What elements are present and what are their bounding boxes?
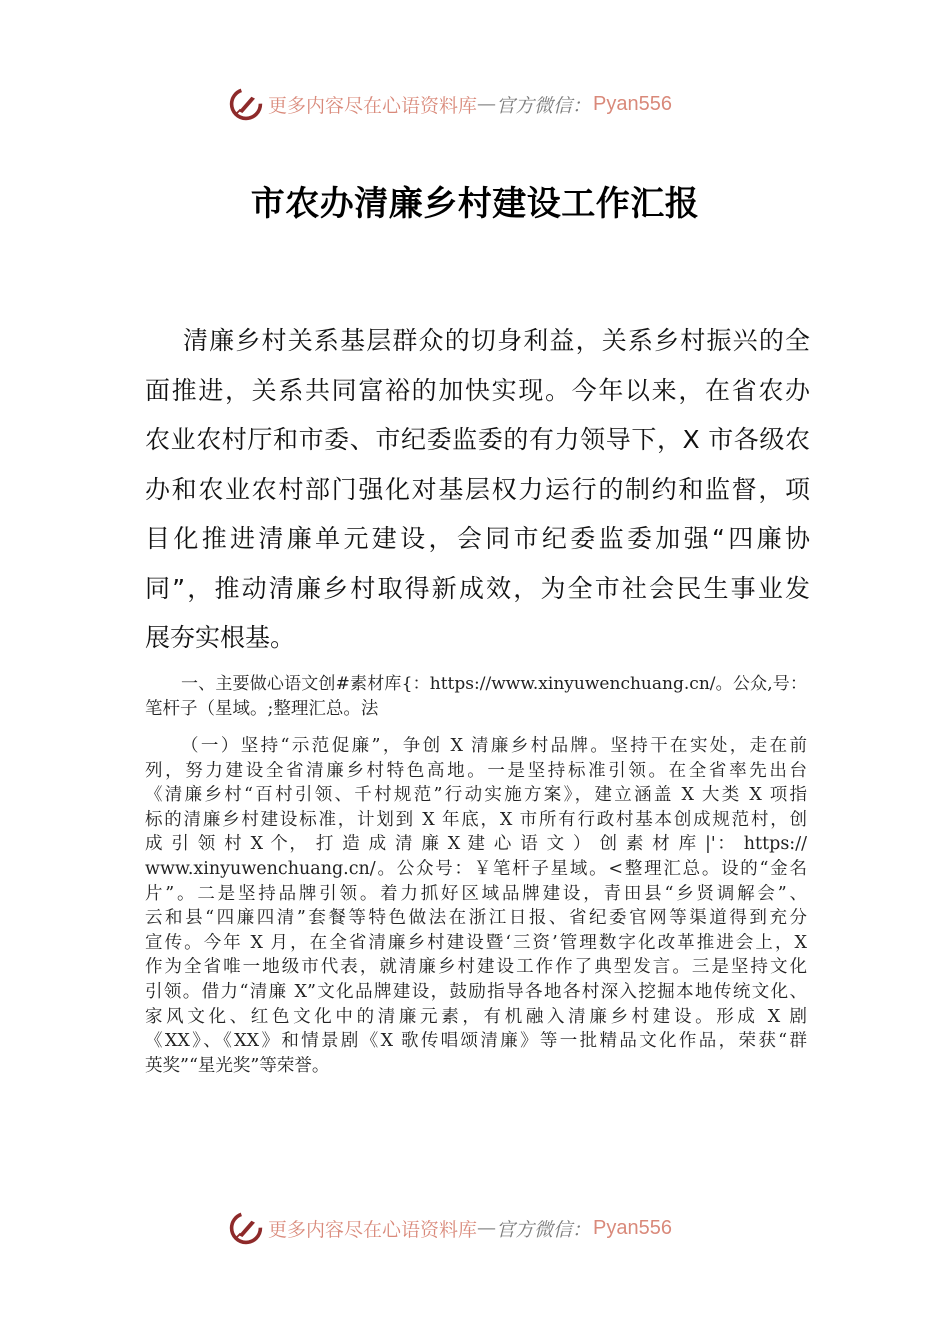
section-body-paragraph xyxy=(145,734,807,1078)
intro-paragraph xyxy=(145,316,810,663)
body-line: 片”。二是坚持品牌引领。着力抓好区域品牌建设，青田县“乡贤调解会”、 xyxy=(145,883,807,904)
banner-site-text: 更多内容尽在心语资料库 xyxy=(268,1218,478,1241)
intro-line: 同”，推动清廉乡村取得新成效，为全市社会民生事业发 xyxy=(145,573,810,603)
body-line: 引领。借力“清廉 X”文化品牌建设，鼓励指导各地各村深入挖掘本地传统文化、 xyxy=(145,981,807,1002)
banner-wechat-label: 官方微信： xyxy=(496,94,592,117)
intro-line: 面推进，关系共同富裕的加快实现。今年以来，在省农办 xyxy=(145,375,810,405)
body-line: 《清廉乡村“百村引领、千村规范”行动实施方案》，建立涵盖 X 大类 X 项指 xyxy=(145,785,807,806)
intro-line: 农业农村厅和市委、市纪委监委的有力领导下，X 市各级农 xyxy=(145,425,810,454)
section-line: 笔杆子（星域。;整理汇总。法 xyxy=(145,698,379,719)
section-heading-paragraph xyxy=(145,672,807,721)
header-banner xyxy=(228,84,728,124)
body-line: www.xinyuwenchuang.cn/。公众号：￥笔杆子星域。<整理汇总。设的“金名 xyxy=(145,858,807,879)
body-line: 云和县“四廉四清”套餐等特色做法在浙江日报、省纪委官网等渠道得到充分 xyxy=(145,908,807,929)
body-line: 《XX》、《XX》和情景剧《X 歌传唱颂清廉》等一批精品文化作品，荣获“群 xyxy=(145,1031,807,1052)
body-line: 作为全省唯一地级市代表，就清廉乡村建设工作作了典型发言。三是坚持文化 xyxy=(145,957,807,978)
body-line: 标的清廉乡村建设标准，计划到 X 年底，X 市所有行政村基本创成规范村，创 xyxy=(145,809,807,830)
footer-banner xyxy=(228,1208,728,1248)
body-line: 列，努力建设全省清廉乡村特色高地。一是坚持标准引领。在全省率先出台 xyxy=(145,760,807,781)
banner-wechat-id: Pyan556 xyxy=(593,92,672,115)
intro-line: 目化推进清廉单元建设，会同市纪委监委加强“四廉协 xyxy=(145,524,810,553)
document-title: 市农办清廉乡村建设工作汇报 xyxy=(250,184,700,224)
banner-site-text: 更多内容尽在心语资料库 xyxy=(268,94,478,117)
intro-line: 办和农业农村部门强化对基层权力运行的制约和监督，项 xyxy=(145,474,810,504)
section-line: 一、主要做心语文创#素材库{：https://www.xinyuwenchuang.cn/。公众,号： xyxy=(181,674,807,694)
body-line: 英奖”“星光奖”等荣誉。 xyxy=(145,1055,330,1076)
banner-wechat-label: 官方微信： xyxy=(496,1218,592,1241)
banner-dash: — xyxy=(477,93,497,115)
intro-line: 展夯实根基。 xyxy=(145,623,296,652)
quill-pen-logo-icon xyxy=(228,1210,264,1246)
body-line: 宣传。今年 X 月，在全省清廉乡村建设暨‘三资’管理数字化改革推进会上，X xyxy=(145,932,807,953)
body-line: 家风文化、红色文化中的清廉元素，有机融入清廉乡村建设。形成 X 剧 xyxy=(145,1006,807,1027)
banner-wechat-id: Pyan556 xyxy=(593,1216,672,1239)
body-line: 成 引 领 村 X 个， 打 造 成 清 廉 X 建 心 语 文 ） 创 素 材 库 |'： https:// xyxy=(145,834,807,855)
intro-line: 清廉乡村关系基层群众的切身利益，关系乡村振兴的全 xyxy=(183,326,810,355)
body-line: （一）坚持“示范促廉”，争创 X 清廉乡村品牌。坚持干在实处，走在前 xyxy=(181,736,807,756)
quill-pen-logo-icon xyxy=(228,86,264,122)
banner-dash: — xyxy=(477,1217,497,1239)
